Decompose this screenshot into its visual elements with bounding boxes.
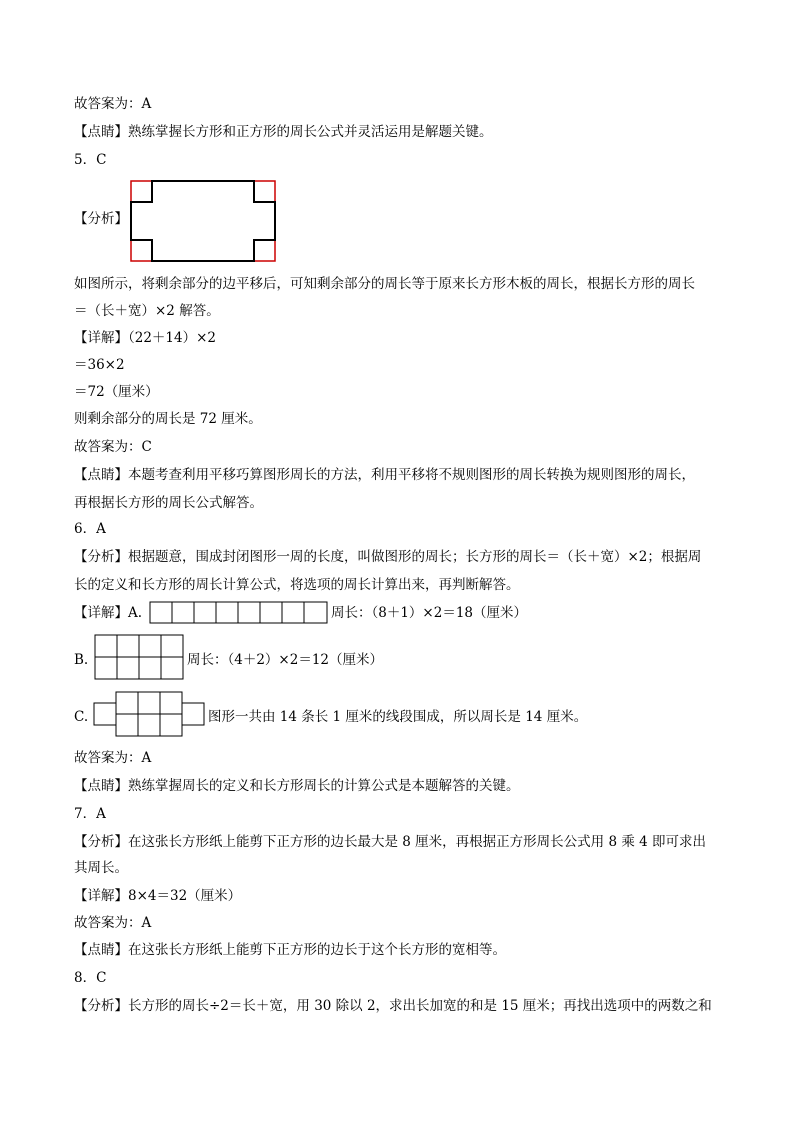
analysis-text: 长的定义和长方形的周长计算公式，将选项的周长计算出来，再判断解答。: [74, 577, 520, 593]
question-number: 6．A: [74, 521, 106, 537]
figure-b-four-by-two-grid: [94, 634, 184, 680]
answer-line: 故答案为：A: [74, 750, 152, 766]
detail-label: 【详解】A.: [74, 605, 143, 621]
analysis-text: 【分析】长方形的周长÷2＝长＋宽，用 30 除以 2，求出长加宽的和是 15 厘米；再找出选项中的两数之和: [74, 998, 712, 1014]
note-line: 【点睛】在这张长方形纸上能剪下正方形的边长于这个长方形的宽相等。: [74, 942, 506, 958]
analysis-label: 【分析】: [74, 211, 128, 227]
detail-line: ＝72（厘米）: [74, 384, 159, 400]
figure-c-cross-shape: [93, 691, 207, 739]
answer-line: 故答案为：A: [74, 96, 152, 112]
note-line: 【点睛】本题考查利用平移巧算图形周长的方法，利用平移将不规则图形的周长转换为规则图形的周长，: [74, 467, 695, 483]
rectangle-cut-corners-figure: [130, 180, 276, 262]
perimeter-a: 周长：（8＋1）×2＝18（厘米）: [331, 605, 528, 621]
detail-line: 则剩余部分的周长是 72 厘米。: [74, 411, 262, 427]
question-number: 8．C: [74, 970, 107, 986]
note-line: 【点睛】熟练掌握周长的定义和长方形周长的计算公式是本题解答的关键。: [74, 778, 520, 794]
perimeter-b: 周长：（4＋2）×2＝12（厘米）: [187, 652, 384, 668]
note-line: 【点睛】熟练掌握长方形和正方形的周长公式并灵活运用是解题关键。: [74, 124, 493, 140]
option-c-label: C.: [74, 709, 89, 725]
option-b-label: B.: [74, 652, 89, 668]
detail-line: 【详解】（22＋14）×2: [74, 330, 217, 346]
answer-line: 故答案为：A: [74, 915, 152, 931]
figure-a-eight-squares: [149, 601, 329, 624]
note-line: 再根据长方形的周长公式解答。: [74, 495, 263, 511]
analysis-text: ＝（长＋宽）×2 解答。: [74, 303, 220, 319]
answer-line: 故答案为：C: [74, 439, 152, 455]
analysis-text: 如图所示，将剩余部分的边平移后，可知剩余部分的周长等于原来长方形木板的周长，根据长方形的周长: [74, 276, 695, 292]
analysis-text: 【分析】根据题意，围成封闭图形一周的长度，叫做图形的周长；长方形的周长＝（长＋宽）×2；根据周: [74, 549, 702, 565]
question-number: 7．A: [74, 806, 106, 822]
analysis-text: 其周长。: [74, 860, 128, 876]
question-number: 5．C: [74, 152, 107, 168]
perimeter-c: 图形一共由 14 条长 1 厘米的线段围成，所以周长是 14 厘米。: [208, 709, 588, 725]
analysis-text: 【分析】在这张长方形纸上能剪下正方形的边长最大是 8 厘米，再根据正方形周长公式用 8 乘 4 即可求出: [74, 834, 707, 850]
detail-line: 【详解】8×4＝32（厘米）: [74, 888, 242, 904]
detail-line: ＝36×2: [74, 357, 125, 373]
remaining-shape-outline: [131, 181, 275, 261]
